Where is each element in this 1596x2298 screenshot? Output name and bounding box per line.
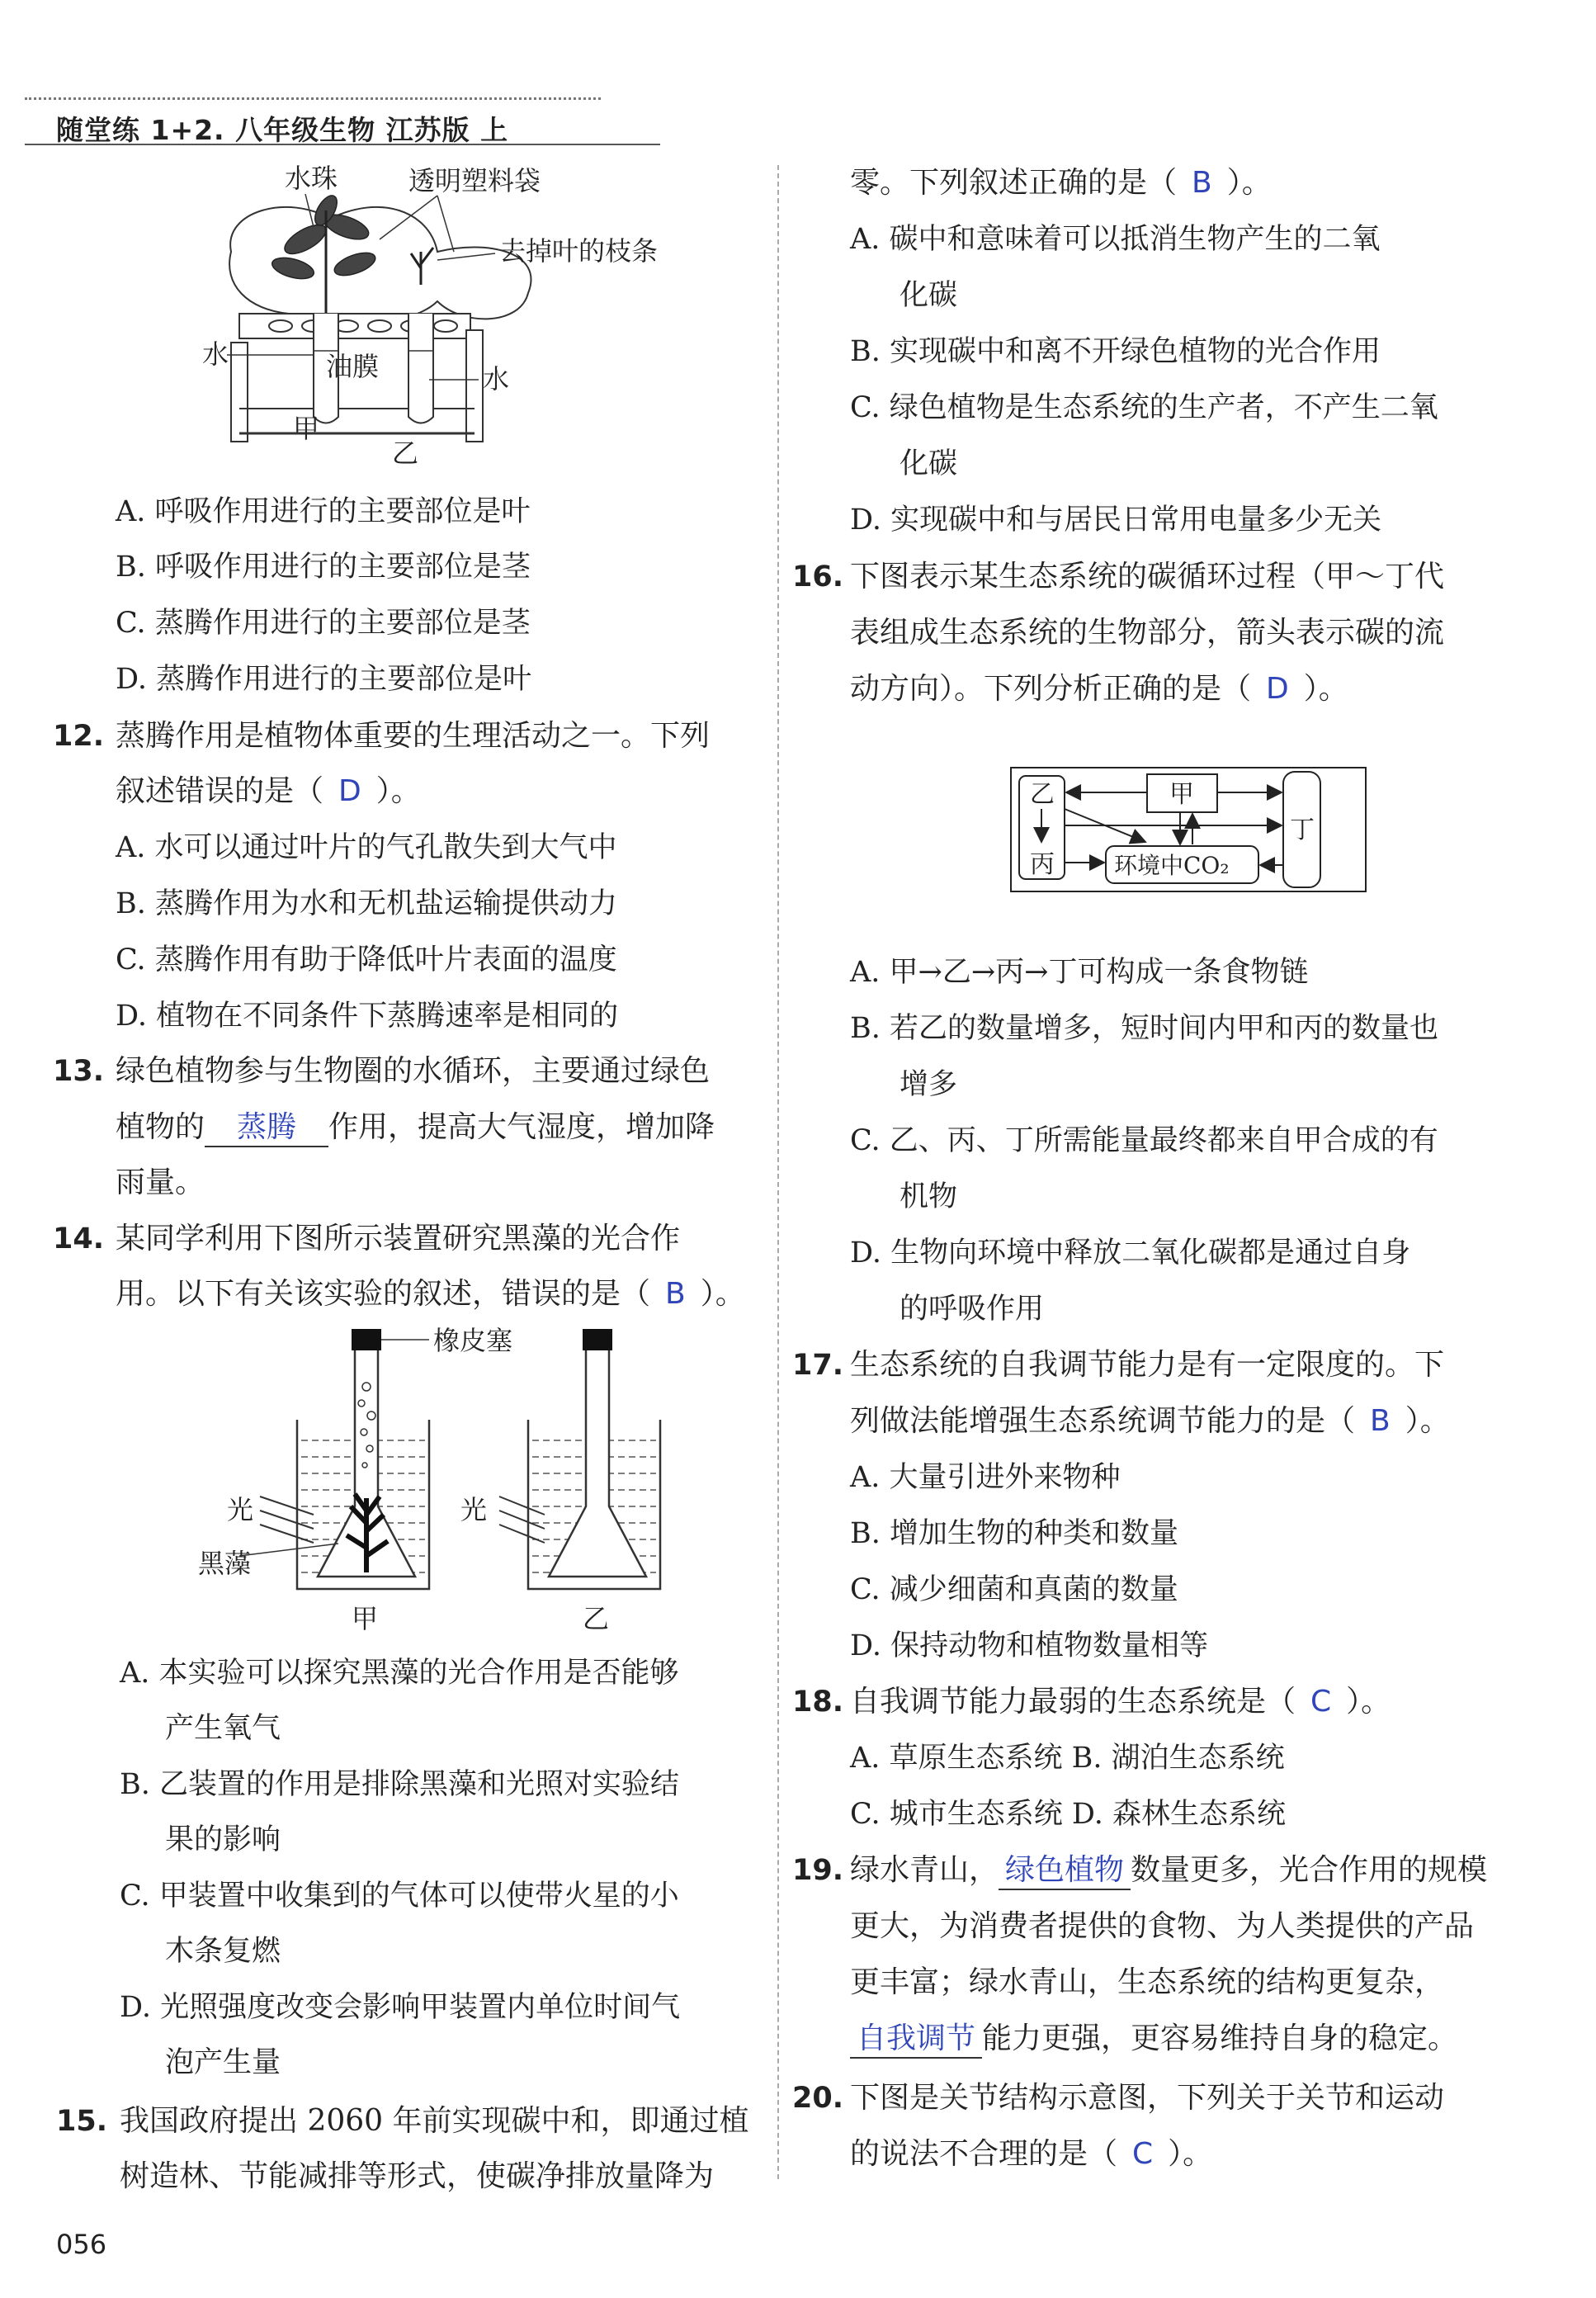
node-ding: 丁 <box>1290 816 1315 844</box>
q13-stem-text: 植物的 <box>116 1110 205 1144</box>
q15-option-a: A. 碳中和意味着可以抵消生物产生的二氧 <box>850 223 1381 256</box>
carbon-cycle-figure <box>1007 759 1370 900</box>
q14-answer: B <box>665 1277 686 1311</box>
label-beaker-jia: 甲 <box>352 1603 379 1634</box>
header-rule <box>25 144 660 145</box>
q19-stem-end: 能力更强，更容易维持自身的稳定。 <box>982 2021 1458 2055</box>
q20-stem-close: ）。 <box>1168 2137 1213 2171</box>
q15-option-d: D. 实现碳中和与居民日常用电量多少无关 <box>850 504 1382 537</box>
q18-options-cd: C. 城市生态系统 D. 森林生态系统 <box>850 1798 1286 1831</box>
q13-stem-rest: 作用，提高大气湿度，增加降 <box>328 1110 715 1144</box>
q12-option-d: D. 植物在不同条件下蒸腾速率是相同的 <box>116 1000 619 1033</box>
q16-number: 16. <box>792 560 844 593</box>
q16-stem-line3 <box>850 671 1348 707</box>
q15-stem-close: ）。 <box>1226 166 1272 200</box>
q12-number: 12. <box>53 720 105 753</box>
node-environment-co2: 环境中CO₂ <box>1114 852 1230 879</box>
q16-option-d-cont: 的呼吸作用 <box>900 1293 1045 1326</box>
q19-number: 19. <box>792 1854 844 1887</box>
q17-answer: B <box>1370 1404 1391 1438</box>
q19-stem-text: 绿水青山， <box>850 1853 999 1887</box>
q13-number: 13. <box>53 1055 105 1088</box>
q16-stem-line1: 下图表示某生态系统的碳循环过程（甲～丁代 <box>850 560 1445 593</box>
q11-option-a: A. 呼吸作用进行的主要部位是叶 <box>116 495 531 528</box>
q19-stem-line3: 更丰富；绿水青山，生态系统的结构更复杂， <box>850 1965 1445 1999</box>
q15-stem-line2: 树造林、节能减排等形式，使碳净排放量降为 <box>120 2159 715 2193</box>
q16-option-b: B. 若乙的数量增多，短时间内甲和丙的数量也 <box>850 1012 1438 1045</box>
q15-option-c-cont: 化碳 <box>900 447 958 480</box>
q14-option-a-cont: 产生氧气 <box>165 1712 281 1745</box>
q14-stem-text: 用。以下有关该实验的叙述，错误的是（ <box>116 1277 651 1311</box>
q16-option-c-cont: 机物 <box>900 1180 958 1213</box>
q15-option-a-cont: 化碳 <box>900 279 958 312</box>
q14-stem-line1: 某同学利用下图所示装置研究黑藻的光合作 <box>116 1222 681 1255</box>
q14-option-c-cont: 木条复燃 <box>165 1935 281 1968</box>
q13-answer-blank[interactable]: 蒸腾 <box>205 1109 328 1147</box>
label-water-bead: 水珠 <box>285 163 338 194</box>
q20-answer: C <box>1132 2137 1154 2171</box>
q12-stem-close: ）。 <box>375 774 421 808</box>
header-dotted-line <box>25 97 601 100</box>
q16-option-b-cont: 增多 <box>900 1068 958 1101</box>
node-jia: 甲 <box>1169 780 1194 809</box>
q20-stem-line1: 下图是关节结构示意图，下列关于关节和运动 <box>850 2081 1445 2115</box>
q20-stem-text: 的说法不合理的是（ <box>850 2137 1118 2171</box>
q19-answer-blank-1[interactable]: 绿色植物 <box>999 1852 1131 1890</box>
q11-option-d: D. 蒸腾作用进行的主要部位是叶 <box>116 663 532 696</box>
q18-answer: C <box>1310 1685 1332 1719</box>
q13-stem-line2 <box>116 1109 715 1147</box>
column-divider <box>777 165 779 2179</box>
q16-answer: D <box>1266 672 1289 706</box>
q12-stem-text: 叙述错误的是（ <box>116 774 324 808</box>
q17-option-a: A. 大量引进外来物种 <box>850 1461 1121 1494</box>
q17-number: 17. <box>792 1349 844 1382</box>
q15-option-b: B. 实现碳中和离不开绿色植物的光合作用 <box>850 335 1381 368</box>
q13-stem-line3: 雨量。 <box>116 1166 205 1199</box>
q17-option-c: C. 减少细菌和真菌的数量 <box>850 1573 1178 1606</box>
q12-option-c: C. 蒸腾作用有助于降低叶片表面的温度 <box>116 943 617 976</box>
header-title: 随堂练 1+2. 八年级生物 江苏版 上 <box>56 114 509 146</box>
q16-option-d: D. 生物向环境中释放二氧化碳都是通过自身 <box>850 1236 1411 1270</box>
q14-stem-line2 <box>116 1276 745 1312</box>
q19-stem-line2: 更大，为消费者提供的食物、为人类提供的产品 <box>850 1909 1475 1943</box>
q12-option-a: A. 水可以通过叶片的气孔散失到大气中 <box>116 831 617 864</box>
q12-option-b: B. 蒸腾作用为水和无机盐运输提供动力 <box>116 887 617 920</box>
q19-stem-line1 <box>850 1852 1487 1890</box>
label-beaker-yi: 乙 <box>583 1603 610 1634</box>
label-rubber-stopper: 橡皮塞 <box>433 1325 513 1356</box>
q12-stem-line2 <box>116 773 421 810</box>
q17-stem-close: ）。 <box>1405 1404 1450 1438</box>
q17-option-b: B. 增加生物的种类和数量 <box>850 1517 1178 1550</box>
q19-stem-line4 <box>850 2021 1457 2059</box>
q15-stem-line1: 我国政府提出 2060 年前实现碳中和，即通过植 <box>120 2104 749 2138</box>
q14-option-b: B. 乙装置的作用是排除黑藻和光照对实验结 <box>120 1768 679 1801</box>
q17-stem-line2 <box>850 1403 1450 1440</box>
algae-figure <box>190 1325 701 1638</box>
q18-stem-line1 <box>850 1684 1391 1720</box>
page-header <box>25 97 660 145</box>
q13-stem-line1: 绿色植物参与生物圈的水循环，主要通过绿色 <box>116 1054 711 1088</box>
q16-stem-text: 动方向）。下列分析正确的是（ <box>850 672 1252 706</box>
q11-option-b: B. 呼吸作用进行的主要部位是茎 <box>116 551 531 584</box>
q19-stem-rest: 数量更多，光合作用的规模 <box>1131 1853 1488 1887</box>
q16-stem-close: ）。 <box>1303 672 1348 706</box>
q14-option-c: C. 甲装置中收集到的气体可以使带火星的小 <box>120 1880 679 1913</box>
transpiration-figure <box>190 161 701 466</box>
q14-stem-close: ）。 <box>700 1277 745 1311</box>
q15-number: 15. <box>56 2105 108 2138</box>
label-light-right: 光 <box>460 1494 488 1525</box>
q17-stem-line1: 生态系统的自我调节能力是有一定限度的。下 <box>850 1348 1445 1382</box>
q11-option-c: C. 蒸腾作用进行的主要部位是茎 <box>116 607 531 640</box>
node-yi: 乙 <box>1030 780 1055 809</box>
q15-stem-line3 <box>850 165 1272 201</box>
q18-stem-text: 自我调节能力最弱的生态系统是（ <box>850 1685 1296 1719</box>
label-light-left: 光 <box>227 1494 254 1525</box>
label-tube-jia: 甲 <box>293 413 320 444</box>
q14-option-a: A. 本实验可以探究黑藻的光合作用是否能够 <box>120 1657 679 1690</box>
q20-number: 20. <box>792 2082 844 2115</box>
q16-option-c: C. 乙、丙、丁所需能量最终都来自甲合成的有 <box>850 1124 1438 1157</box>
q15-option-c: C. 绿色植物是生态系统的生产者，不产生二氧 <box>850 391 1438 424</box>
q12-answer: D <box>338 774 361 808</box>
q18-stem-close: ）。 <box>1346 1685 1391 1719</box>
q17-stem-text: 列做法能增强生态系统调节能力的是（ <box>850 1404 1356 1438</box>
label-tube-yi: 乙 <box>392 437 419 466</box>
q16-stem-line2: 表组成生态系统的生物部分，箭头表示碳的流 <box>850 616 1445 650</box>
label-oil-film: 油膜 <box>326 351 380 382</box>
label-leafless-branch: 去掉叶的枝条 <box>499 235 659 267</box>
q14-option-d-cont: 泡产生量 <box>165 2046 281 2079</box>
node-bing: 丙 <box>1030 850 1055 879</box>
q17-option-d: D. 保持动物和植物数量相等 <box>850 1629 1209 1662</box>
q20-stem-line2 <box>850 2136 1212 2173</box>
q14-option-b-cont: 果的影响 <box>165 1823 281 1856</box>
q15-stem-text: 零。下列叙述正确的是（ <box>850 166 1178 200</box>
q14-number: 14. <box>53 1222 105 1255</box>
label-algae: 黑藻 <box>198 1548 252 1579</box>
q19-answer-blank-2[interactable]: 自我调节 <box>850 2021 982 2059</box>
q18-number: 18. <box>792 1686 844 1719</box>
label-water-left: 水 <box>202 338 229 370</box>
q14-option-d: D. 光照强度改变会影响甲装置内单位时间气 <box>120 1991 681 2024</box>
label-water-right: 水 <box>483 363 510 395</box>
q15-answer: B <box>1192 166 1212 200</box>
label-plastic-bag: 透明塑料袋 <box>408 165 541 196</box>
page-number: 056 <box>56 2229 107 2260</box>
q16-option-a: A. 甲→乙→丙→丁可构成一条食物链 <box>850 956 1309 989</box>
q18-options-ab: A. 草原生态系统 B. 湖泊生态系统 <box>850 1742 1285 1775</box>
q12-stem-line1: 蒸腾作用是植物体重要的生理活动之一。下列 <box>116 719 711 753</box>
